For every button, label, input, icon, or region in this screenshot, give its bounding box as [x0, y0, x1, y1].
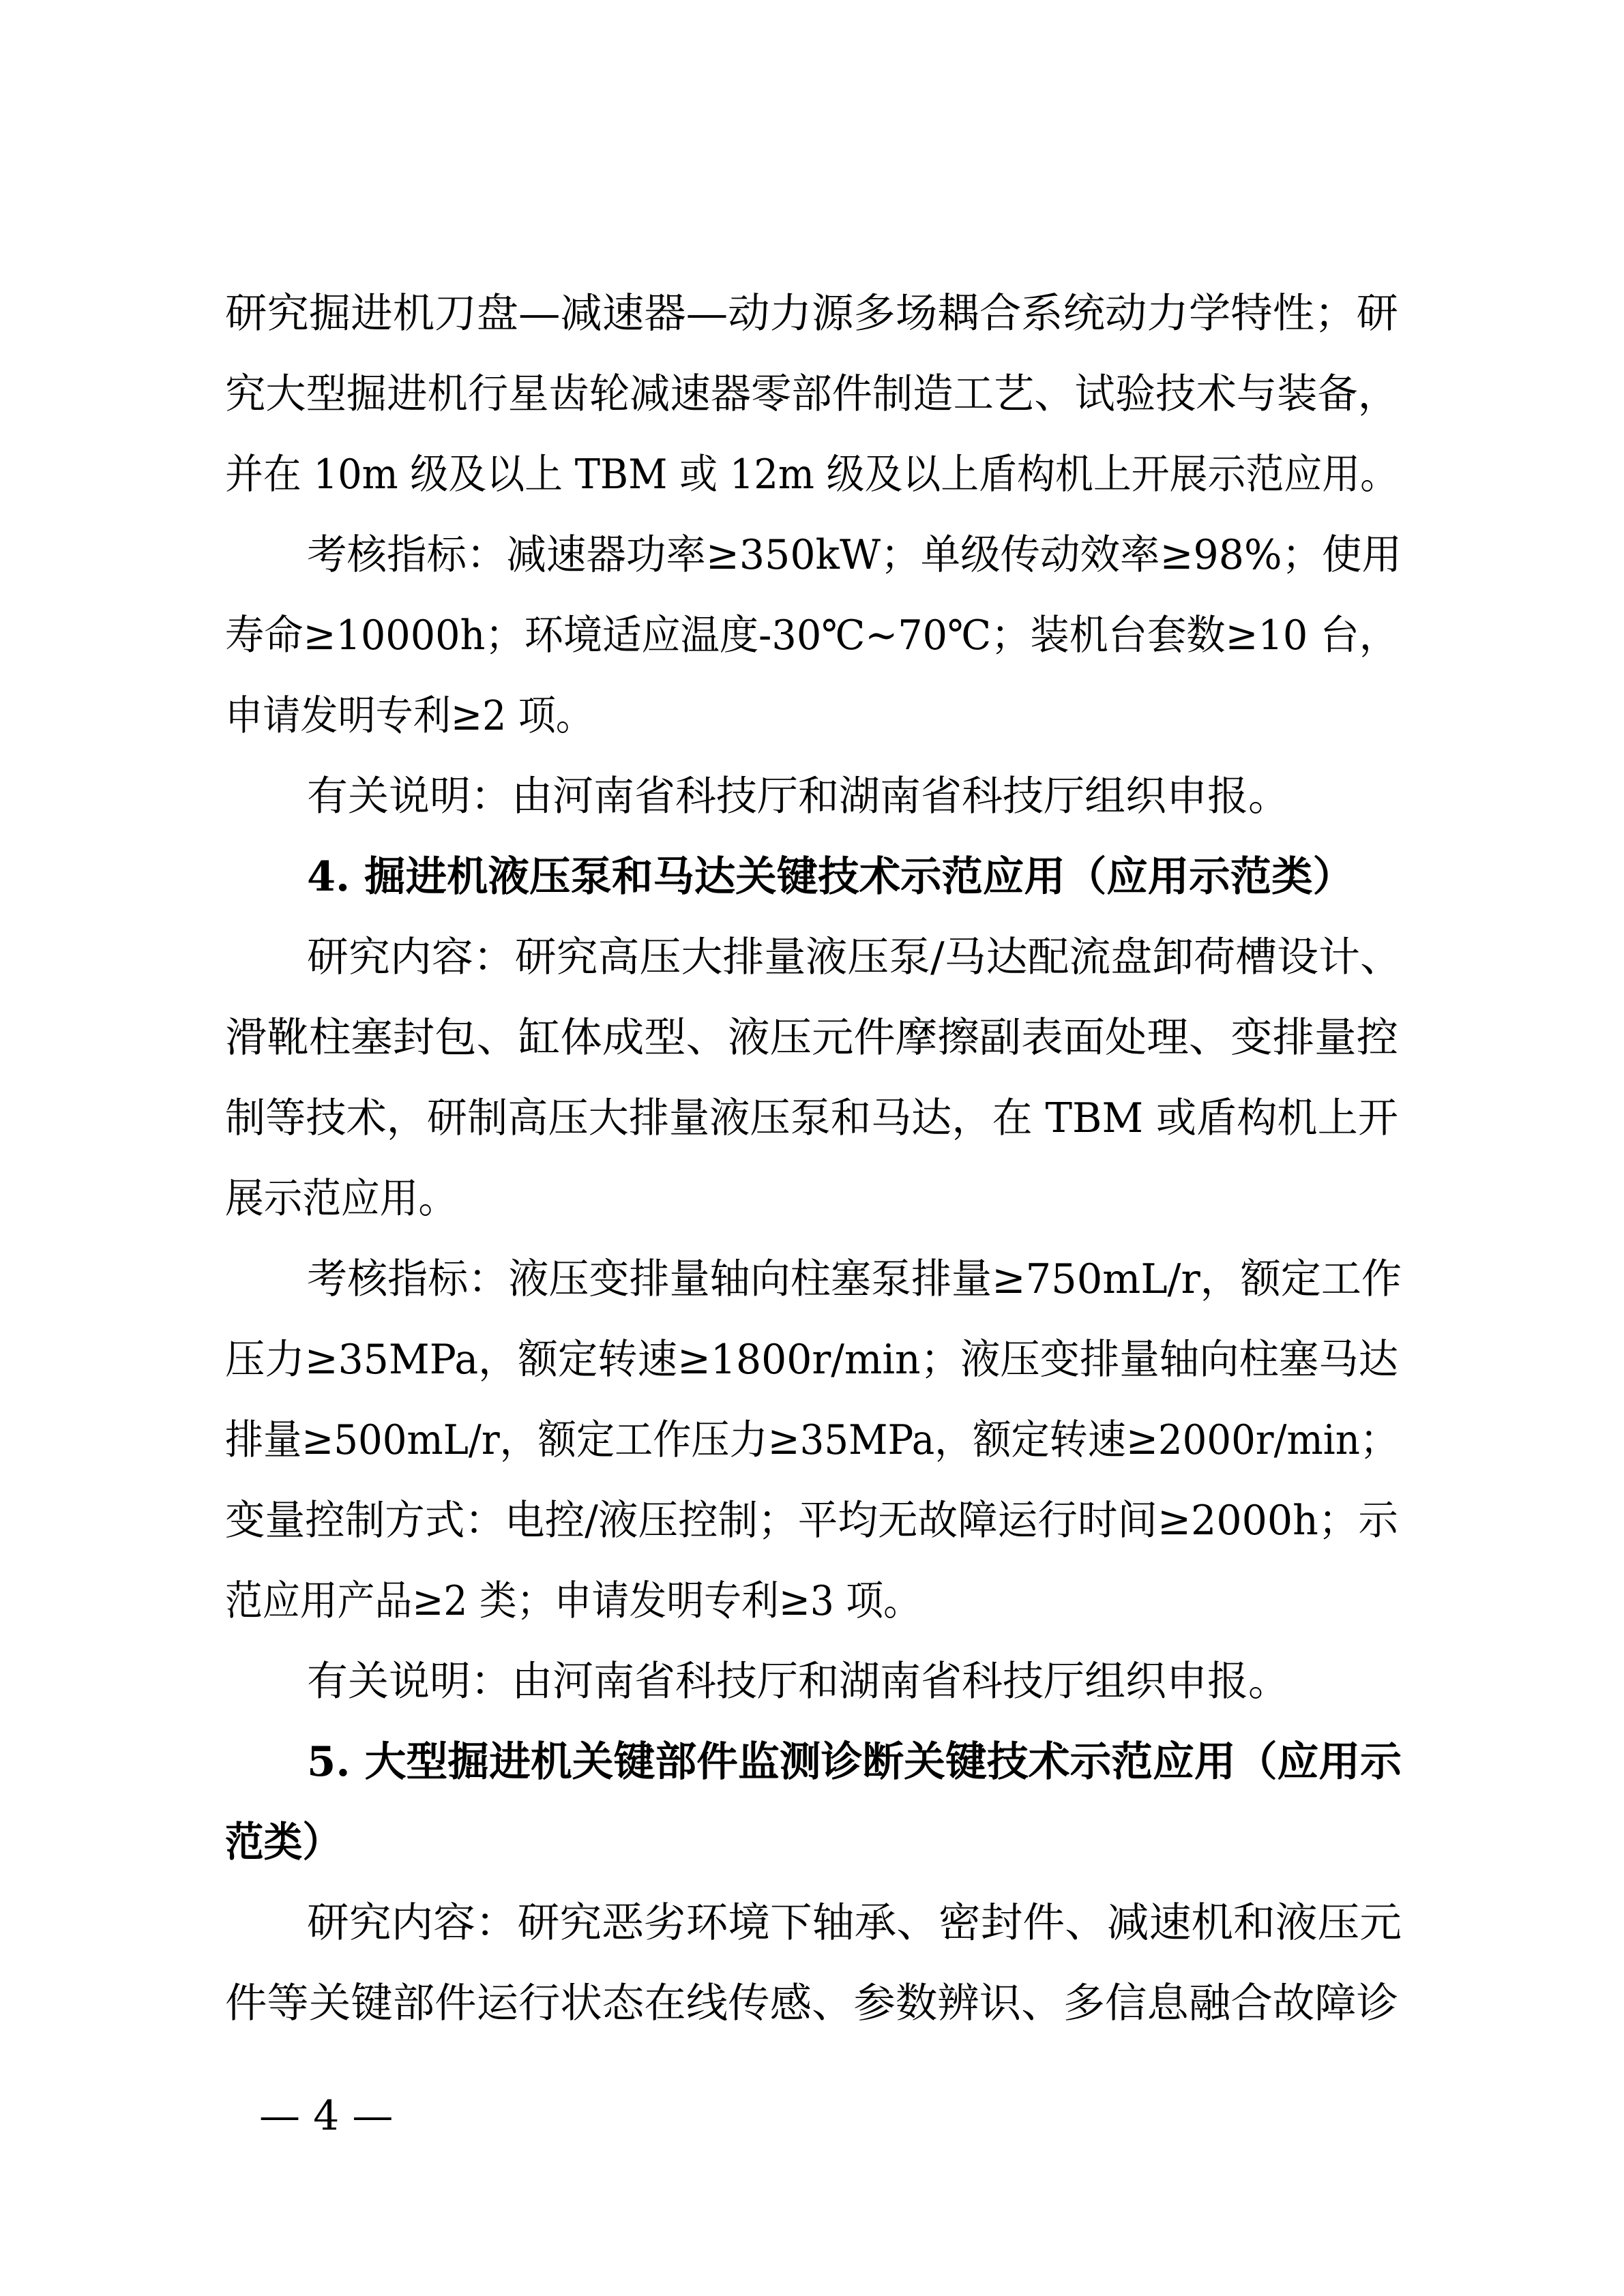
text-line-10: 滑靴柱塞封包、缸体成型、液压元件摩擦副表面处理、变排量控 — [225, 1014, 1398, 1062]
text-line-3: 并在 10m 级及以上 TBM 或 12m 级及以上盾构机上开展示范应用。 — [225, 451, 1398, 498]
text-line-6: 申请发明专利≥2 项。 — [225, 692, 593, 740]
text-line-14: 压力≥35MPa，额定转速≥1800r/min；液压变排量轴向柱塞马达 — [225, 1336, 1398, 1384]
text-line-5: 寿命≥10000h；环境适应温度-30℃~70℃；装机台套数≥10 台， — [225, 612, 1398, 659]
section-heading-4: 4. 掘进机液压泵和马达关键技术示范应用（应用示范类） — [307, 853, 1354, 901]
text-line-21: 研究内容：研究恶劣环境下轴承、密封件、减速机和液压元 — [307, 1899, 1402, 1947]
section-heading-5-continued: 范类） — [225, 1819, 341, 1866]
text-line-13: 考核指标：液压变排量轴向柱塞泵排量≥750mL/r，额定工作 — [307, 1255, 1402, 1303]
text-line-15: 排量≥500mL/r，额定工作压力≥35MPa，额定转速≥2000r/min； — [225, 1416, 1398, 1464]
text-line-4: 考核指标：减速器功率≥350kW；单级传动效率≥98%；使用 — [307, 531, 1402, 579]
text-line-22: 件等关键部件运行状态在线传感、参数辨识、多信息融合故障诊 — [225, 1980, 1398, 2027]
text-line-2: 究大型掘进机行星齿轮减速器零部件制造工艺、试验技术与装备， — [225, 370, 1398, 418]
text-line-16: 变量控制方式：电控/液压控制；平均无故障运行时间≥2000h；示 — [225, 1497, 1398, 1545]
text-line-9: 研究内容：研究高压大排量液压泵/马达配流盘卸荷槽设计、 — [307, 934, 1402, 981]
text-line-18: 有关说明：由河南省科技厅和湖南省科技厅组织申报。 — [307, 1658, 1289, 1705]
section-heading-5: 5. 大型掘进机关键部件监测诊断关键技术示范应用（应用示 — [307, 1738, 1402, 1786]
page-number: — 4 — — [259, 2092, 394, 2140]
text-line-12: 展示范应用。 — [225, 1175, 457, 1223]
text-line-1: 研究掘进机刀盘—减速器—动力源多场耦合系统动力学特性；研 — [225, 290, 1398, 338]
text-line-17: 范应用产品≥2 类；申请发明专利≥3 项。 — [225, 1577, 921, 1625]
text-line-11: 制等技术，研制高压大排量液压泵和马达，在 TBM 或盾构机上开 — [225, 1094, 1398, 1142]
text-line-7: 有关说明：由河南省科技厅和湖南省科技厅组织申报。 — [307, 773, 1289, 820]
